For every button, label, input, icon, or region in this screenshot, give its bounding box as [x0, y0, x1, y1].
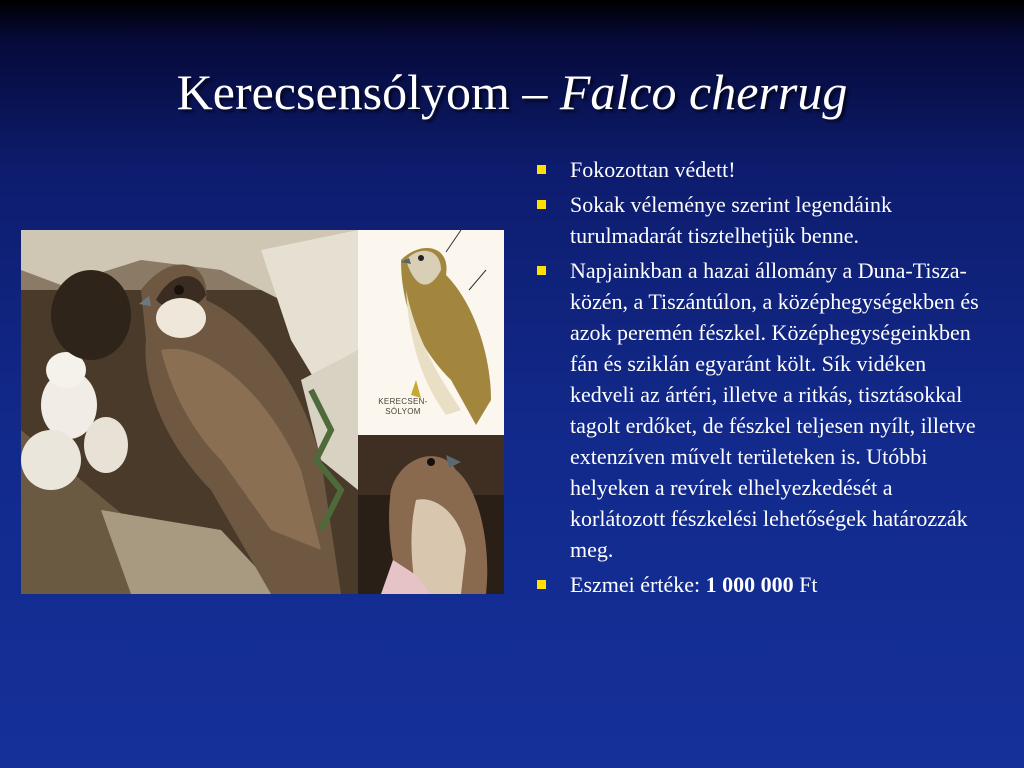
bullet-square-icon [537, 165, 546, 174]
bullet-square-icon [537, 580, 546, 589]
bullet-text: Napjainkban a hazai állomány a Duna-Tisza-közén, a Tiszántúlon, a középhegységekben és azok peremén fészkel. Középhegységeinkben fán és sziklán egyaránt költ. Sík vidéken kedveli az ártéri, illetve a ritkás, tisztásokkal tagolt erdőket, de fészkel teljesen nyílt, illetve extenzíven művelt területeken is. Utóbbi helyeken a revírek elhelyezkedését a korlátozott fészkelési lehetőségek határozzák meg. [570, 258, 979, 562]
value-prefix: Eszmei értéke: [570, 572, 706, 597]
bullet-text: Fokozottan védett! [570, 157, 736, 182]
bullet-square-icon [537, 200, 546, 209]
bullet-item [533, 255, 993, 565]
bullet-item [533, 154, 993, 185]
title-latin-name: Falco cherrug [559, 64, 848, 120]
illustration-label: KERECSEN- SÓLYOM [378, 397, 428, 416]
bullet-list [533, 154, 993, 604]
bullet-text: Sokak véleménye szerint legendáink turulmadarát tisztelhetjük benne. [570, 192, 892, 248]
value-amount: 1 000 000 [705, 572, 794, 597]
bullet-item [533, 189, 993, 251]
title-main: Kerecsensólyom – [176, 64, 560, 120]
bullet-item [533, 569, 993, 600]
bullet-square-icon [537, 266, 546, 275]
slide-title [0, 62, 1024, 122]
value-suffix: Ft [793, 572, 818, 597]
